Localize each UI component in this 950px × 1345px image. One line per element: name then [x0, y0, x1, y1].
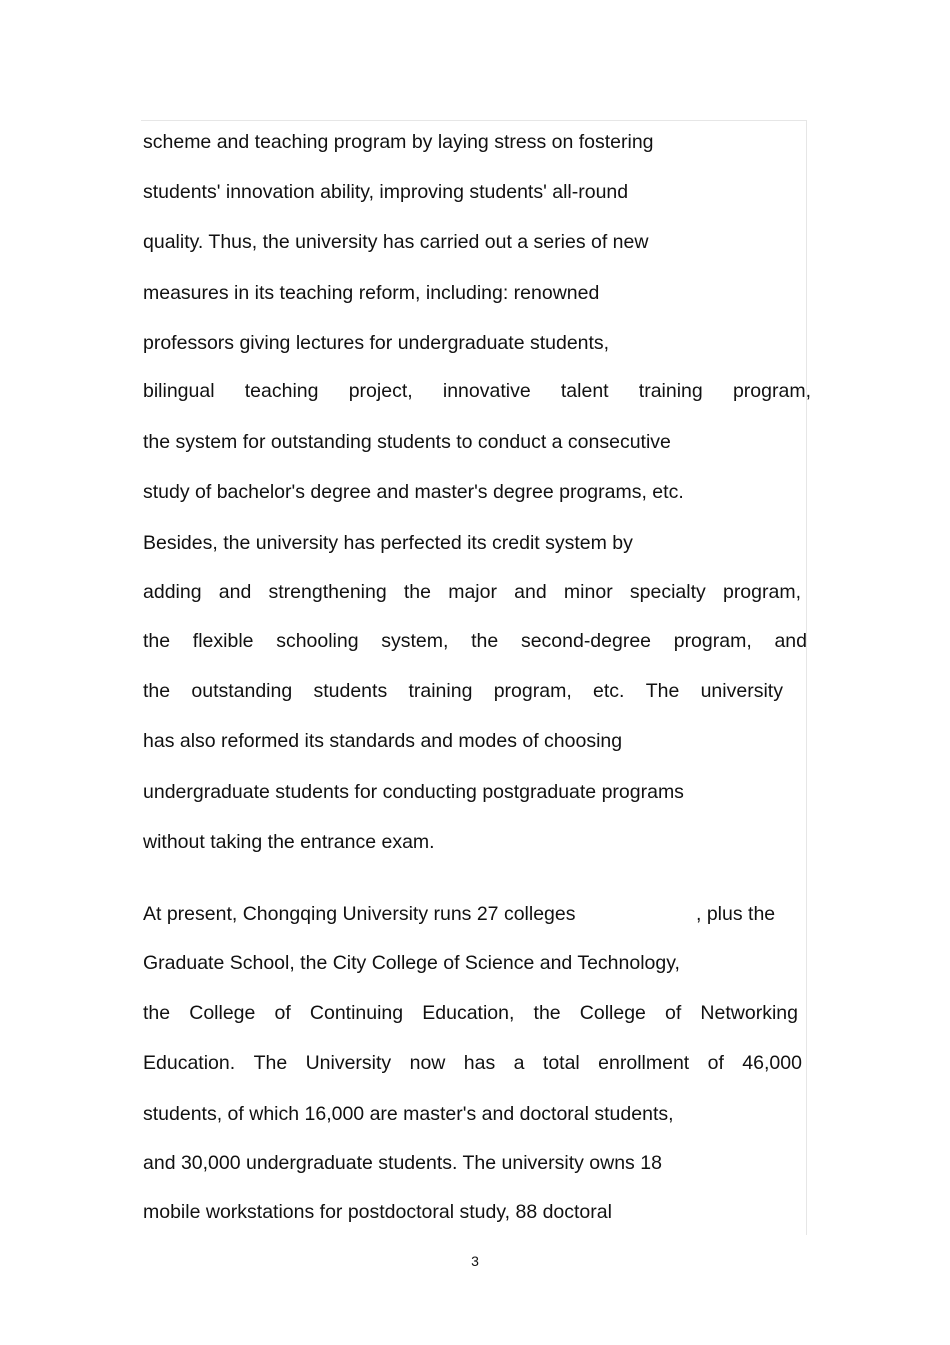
- justified-line-outstanding: the outstanding students training program, etc. The university: [143, 680, 783, 702]
- justified-line-bilingual: bilingual teaching project, innovative talent training program,: [143, 380, 811, 402]
- text-line: professors giving lectures for undergraduate students,: [143, 332, 610, 354]
- text-line: study of bachelor's degree and master's degree programs, etc.: [143, 481, 684, 503]
- text-line: students' innovation ability, improving students' all-round: [143, 181, 629, 203]
- justified-line-adding: adding and strengthening the major and minor specialty program,: [143, 581, 801, 603]
- text-line: and 30,000 undergraduate students. The university owns 18: [143, 1152, 662, 1174]
- text-line: undergraduate students for conducting postgraduate programs: [143, 781, 684, 803]
- text-line: , plus the: [696, 903, 776, 925]
- text-line: mobile workstations for postdoctoral study, 88 doctoral: [143, 1201, 612, 1223]
- text-line: Besides, the university has perfected its credit system by: [143, 532, 633, 554]
- justified-line-college: the College of Continuing Education, the College of Networking: [143, 1002, 798, 1024]
- text-line: scheme and teaching program by laying stress on fostering: [143, 131, 654, 153]
- text-line: without taking the entrance exam.: [143, 831, 435, 853]
- text-line: quality. Thus, the university has carried out a series of new: [143, 231, 649, 253]
- text-line: measures in its teaching reform, including: renowned: [143, 282, 600, 304]
- justified-line-education: Education. The University now has a total enrollment of 46,000: [143, 1052, 802, 1074]
- text-line: students, of which 16,000 are master's and doctoral students,: [143, 1103, 674, 1125]
- text-line: the system for outstanding students to conduct a consecutive: [143, 431, 671, 453]
- justified-line-flexible: the flexible schooling system, the second-degree program, and: [143, 630, 807, 652]
- text-line: has also reformed its standards and modes of choosing: [143, 730, 623, 752]
- page-number: 3: [471, 1253, 479, 1269]
- text-line: At present, Chongqing University runs 27 colleges: [143, 903, 576, 925]
- text-line: Graduate School, the City College of Science and Technology,: [143, 952, 680, 974]
